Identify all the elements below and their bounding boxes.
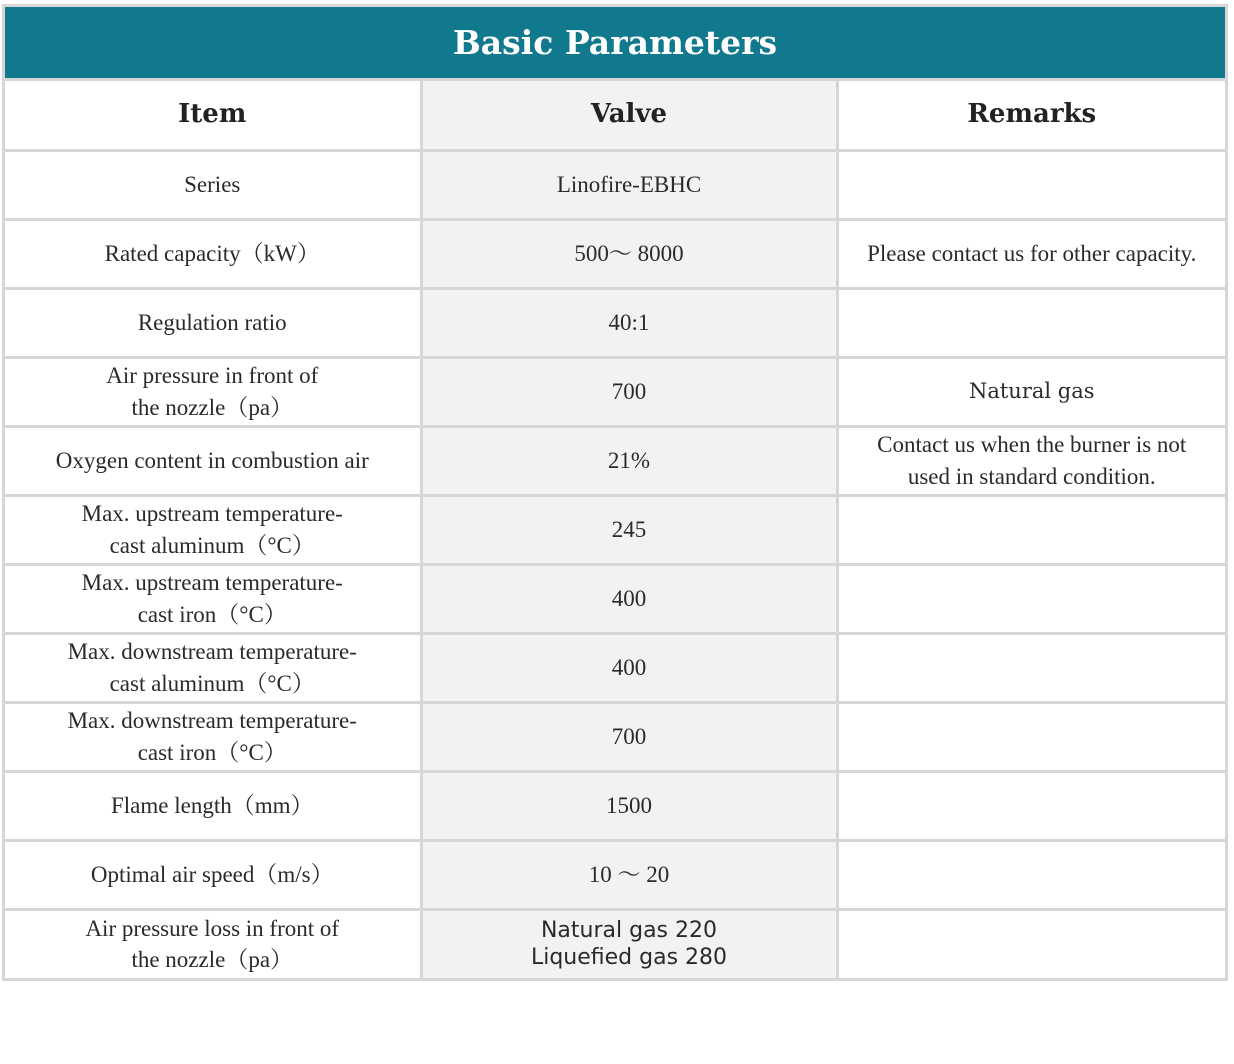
remarks-cell <box>837 357 1225 426</box>
item-cell-line: Rated capacity（kW） <box>104 240 320 266</box>
table-row <box>5 495 1225 564</box>
value-cell <box>421 288 837 357</box>
item-cell-line: Optimal air speed（m/s） <box>90 861 334 887</box>
value-cell <box>421 771 837 840</box>
header-item: Item <box>5 81 421 150</box>
item-cell-line: Flame length（mm） <box>110 792 314 818</box>
table-row <box>5 357 1225 426</box>
value-cell <box>421 840 837 909</box>
value-cell-line: 500～ 8000 <box>574 240 684 266</box>
value-cell <box>421 357 837 426</box>
item-cell <box>5 150 421 219</box>
table-row <box>5 288 1225 357</box>
item-cell-line: cast aluminum（°C） <box>109 532 315 558</box>
value-cell <box>421 702 837 771</box>
table-row <box>5 426 1225 495</box>
item-cell-line: Max. downstream temperature- <box>67 639 357 665</box>
remarks-cell <box>837 288 1225 357</box>
item-cell-line: Oxygen content in combustion air <box>55 447 369 473</box>
remarks-cell <box>837 840 1225 909</box>
remarks-cell <box>837 219 1225 288</box>
value-cell-line: 700 <box>611 378 647 404</box>
item-cell <box>5 495 421 564</box>
header-remarks: Remarks <box>837 81 1225 150</box>
remarks-cell-line: Contact us when the burner is not <box>877 432 1187 458</box>
value-cell-line: 400 <box>611 654 647 680</box>
remarks-cell <box>837 150 1225 219</box>
item-cell <box>5 219 421 288</box>
table-row <box>5 909 1225 978</box>
value-cell <box>421 909 837 978</box>
item-cell <box>5 426 421 495</box>
remarks-cell-line: Natural gas <box>968 379 1095 404</box>
item-cell-line: cast iron（°C） <box>137 739 287 765</box>
remarks-cell <box>837 564 1225 633</box>
value-cell-line: 400 <box>611 585 647 611</box>
item-cell-line: Max. downstream temperature- <box>67 708 357 734</box>
parameters-table <box>5 81 1225 978</box>
table-row <box>5 633 1225 702</box>
value-cell <box>421 564 837 633</box>
table-title: Basic Parameters <box>5 7 1225 81</box>
parameters-table-container <box>2 4 1228 981</box>
value-cell-line: 245 <box>611 516 647 542</box>
remarks-cell-line: Please contact us for other capacity. <box>867 240 1197 266</box>
remarks-cell <box>837 633 1225 702</box>
value-cell-line: Linofire-EBHC <box>556 171 702 197</box>
item-cell <box>5 840 421 909</box>
value-cell <box>421 426 837 495</box>
item-cell-line: Air pressure in front of <box>106 363 319 389</box>
item-cell-line: Series <box>184 171 241 197</box>
remarks-cell <box>837 702 1225 771</box>
item-cell <box>5 288 421 357</box>
header-value: Valve <box>421 81 837 150</box>
value-cell <box>421 495 837 564</box>
item-cell-line: Regulation ratio <box>137 309 287 335</box>
item-cell-line: Max. upstream temperature- <box>81 501 343 527</box>
remarks-cell <box>837 909 1225 978</box>
value-cell <box>421 150 837 219</box>
remarks-cell <box>837 426 1225 495</box>
table-row <box>5 564 1225 633</box>
value-cell-line: 10 ～ 20 <box>588 861 670 887</box>
item-cell-line: Max. upstream temperature- <box>81 570 343 596</box>
item-cell-line: cast iron（°C） <box>137 601 287 627</box>
value-cell-line: 700 <box>611 723 647 749</box>
remarks-cell-line: used in standard condition. <box>907 463 1156 489</box>
item-cell <box>5 564 421 633</box>
table-row <box>5 840 1225 909</box>
value-cell-line: 40:1 <box>608 309 650 335</box>
item-cell-line: cast aluminum（°C） <box>109 670 315 696</box>
remarks-cell <box>837 771 1225 840</box>
item-cell-line: the nozzle（pa） <box>131 947 294 973</box>
remarks-cell <box>837 495 1225 564</box>
item-cell <box>5 702 421 771</box>
table-row <box>5 150 1225 219</box>
value-cell <box>421 219 837 288</box>
table-row <box>5 702 1225 771</box>
table-row <box>5 219 1225 288</box>
table-row <box>5 771 1225 840</box>
value-cell-line: 1500 <box>606 792 652 818</box>
item-cell <box>5 633 421 702</box>
item-cell <box>5 771 421 840</box>
item-cell <box>5 909 421 978</box>
value-cell-line: Liquefied gas 280 <box>530 945 728 971</box>
value-cell <box>421 633 837 702</box>
item-cell-line: Air pressure loss in front of <box>85 916 340 942</box>
header-row <box>5 81 1225 150</box>
item-cell-line: the nozzle（pa） <box>131 394 294 420</box>
value-cell-line: Natural gas 220 <box>540 917 718 943</box>
item-cell <box>5 357 421 426</box>
value-cell-line: 21% <box>607 447 651 473</box>
